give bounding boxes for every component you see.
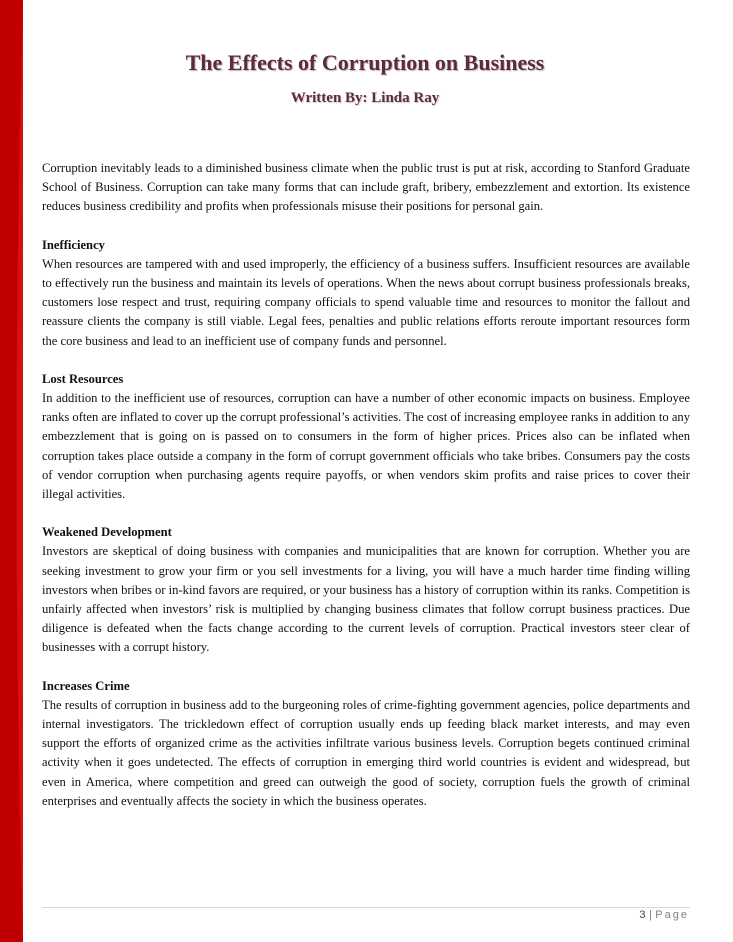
section-weakened-development <box>42 523 690 657</box>
red-margin-band <box>0 0 23 942</box>
page-footer <box>639 909 689 921</box>
page-number: 3 <box>639 909 646 921</box>
section-increases-crime <box>42 677 690 811</box>
section-heading: Increases Crime <box>42 678 130 693</box>
section-text: In addition to the inefficient use of resources, corruption can have a number of other economic impacts on business. Employee ranks often are inflated to cover up the corrupt professional’s activities. The cost of increasing employee ranks in addition to any embezzlement that is going on is passed on to consumers in the form of higher prices. Prices also can be inflated when corruption takes place outside a company in the form of corrupt government officials who take bribes. Consumers pay the costs of vendor corruption when purchasing agents require payoffs, or when vendors skim profits and raise prices to cover their illegal activities. <box>42 391 690 502</box>
document-author: Written By: Linda Ray <box>290 90 440 106</box>
section-text: The results of corruption in business add to the burgeoning roles of crime-fighting government agencies, police departments and internal investigators. The trickledown effect of corruption usually ends up feeding black market interests, and may even support the efforts of organized crime as the activities infiltrate various business levels. Corruption begets continued criminal activity when it goes undetected. The effects of corruption in emerging third world countries is evident and widespread, but even in America, where competition and greed can outweigh the good of society, corruption fuels the growth of criminal enterprises and eventually affects the society in which the business operates. <box>42 697 690 808</box>
footer-divider <box>42 907 690 908</box>
section-heading: Weakened Development <box>42 525 172 540</box>
page-label: Page <box>655 909 689 921</box>
section-heading: Inefficiency <box>42 237 105 252</box>
section-lost-resources <box>42 370 690 504</box>
intro-paragraph: Corruption inevitably leads to a diminished business climate when the public trust is put at risk, according to Stanford Graduate School of Business. Corruption can take many forms that can include graft, bribery, embezzlement and extortion. Its existence reduces business credibility and profits when professionals misuse their positions for personal gain. <box>42 161 690 214</box>
document-body <box>42 159 690 830</box>
footer-separator: | <box>648 909 653 921</box>
section-text: When resources are tampered with and used improperly, the efficiency of a business suffers. Insufficient resources are available to effectively run the business and maintain its levels of operations. When the news about corrupt business professionals breaks, customers lose respect and trust, requiring company officials to spend valuable time and resources to monitor the fallout and reassure clients the company is still viable. Legal fees, penalties and public relations efforts reroute important resources form the core business and lead to an inefficient use of company funds and personnel. <box>42 256 690 348</box>
section-inefficiency <box>42 236 690 351</box>
document-title: The Effects of Corruption on Business <box>185 50 545 75</box>
section-text: Investors are skeptical of doing business with companies and municipalities that are known for corruption. Whether you are seeking investment to grow your firm or you sell investments for a living, you will have a much harder time finding willing investors when bribes or in-kind favors are required, or your business has a history of corruption within its ranks. Competition is unfairly affected when investors’ risk is multiplied by changing business climates that follow corrupt business practices. Due diligence is defeated when the facts change according to the current levels of corruption. Practical investors steer clear of businesses with a corrupt history. <box>42 544 690 655</box>
section-heading: Lost Resources <box>42 371 124 386</box>
